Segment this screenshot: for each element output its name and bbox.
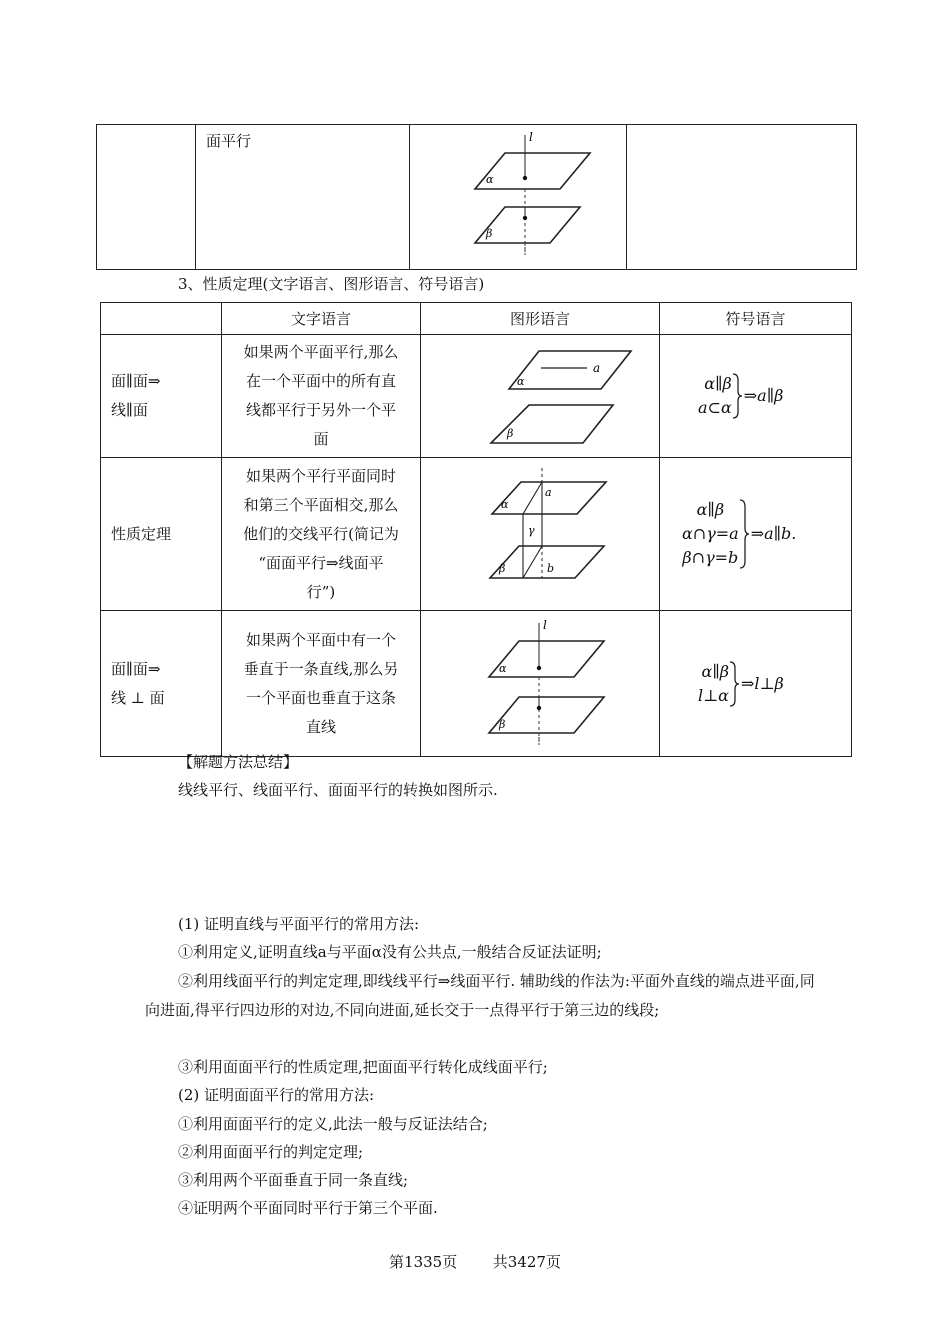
p1-item-3: ③利用面面平行的性质定理,把面面平行转化成线面平行;: [178, 1058, 548, 1076]
row2-label-beta: β: [499, 562, 506, 575]
top-parallel-planes-figure: [410, 125, 627, 265]
row2-text-line: 行”): [306, 582, 336, 601]
table-header-row: [101, 303, 852, 335]
row2-symbol-result: ⇒a∥b.: [750, 524, 797, 543]
top-table-empty-cell: [97, 125, 196, 270]
property-theorem-table: [100, 302, 852, 757]
footer-page-number: 第1335页: [389, 1253, 458, 1271]
row3-figure: [421, 611, 660, 752]
p1-title: (1) 证明直线与平面平行的常用方法:: [178, 915, 420, 933]
p2-item-3: ③利用两个平面垂直于同一条直线;: [178, 1171, 409, 1189]
row2-text-line: 如果两个平行平面同时: [245, 466, 396, 485]
row3-text-line: 如果两个平面中有一个: [245, 630, 396, 649]
row1-label-beta: β: [507, 427, 514, 440]
p2-item-2: ②利用面面平行的判定定理;: [178, 1143, 364, 1161]
table-row: [101, 611, 852, 757]
row3-label-beta: β: [499, 718, 506, 731]
row2-symbol-cell: [660, 458, 852, 611]
row3-text-line: 直线: [305, 717, 336, 736]
row3-figure-cell: [421, 611, 660, 757]
summary-heading: 【解题方法总结】: [178, 753, 299, 771]
row1-symbol-cell: [660, 335, 852, 458]
p2-item-1: ①利用面面平行的定义,此法一般与反证法结合;: [178, 1115, 488, 1133]
row1-text-line: 如果两个平面平行,那么: [243, 343, 399, 361]
row2-text-cell: [222, 458, 421, 611]
top-row-label: 面平行: [206, 132, 252, 150]
table-row: [101, 458, 852, 611]
row3-text-line: 垂直于一条直线,那么另: [243, 659, 399, 678]
table-row: [101, 335, 852, 458]
row2-label-alpha: α: [501, 498, 509, 511]
footer-total-pages: 共3427页: [492, 1253, 561, 1271]
row1-symbol-line: α∥β: [704, 374, 732, 393]
top-table: [96, 124, 857, 270]
row2-figure: [421, 458, 660, 606]
row2-symbol-line: β∩γ=b: [682, 548, 739, 567]
row3-symbol-line: l⊥α: [698, 685, 729, 705]
row3-label-l: l: [543, 618, 547, 632]
top-figure-label-l: l: [529, 130, 533, 144]
row2-name-cell: [101, 458, 222, 611]
p2-title: (2) 证明面面平行的常用方法:: [178, 1086, 375, 1104]
table-header-text-language: 文字语言: [222, 303, 421, 335]
row1-name-cell: [101, 335, 222, 458]
row2-right-brace: [739, 498, 749, 570]
row1-label-alpha: α: [517, 375, 525, 388]
row1-label-a: a: [593, 361, 601, 375]
row3-name-line: 线 ⊥ 面: [111, 688, 165, 707]
top-table-figure-cell: [410, 125, 627, 270]
row3-name-line: 面∥面⇒: [111, 659, 161, 678]
row1-text-line: 线都平行于另外一个平: [245, 401, 396, 419]
row1-text-cell: [222, 335, 421, 458]
p1-item-1: ①利用定义,证明直线a与平面α没有公共点,一般结合反证法证明;: [178, 943, 602, 961]
top-table-label-cell: [196, 125, 410, 270]
top-figure-label-beta: β: [486, 227, 493, 240]
top-table-symbol-cell: [627, 125, 857, 270]
row3-text-line: 一个平面也垂直于这条: [245, 688, 396, 707]
row2-label-gamma: γ: [528, 524, 535, 537]
row2-symbol-line: α∥β: [696, 500, 725, 519]
row3-text-cell: [222, 611, 421, 757]
table-header-symbol-language: 符号语言: [660, 303, 852, 335]
summary-intro: 线线平行、线面平行、面面平行的转换如图所示.: [178, 781, 498, 799]
row2-text-line: “面面平行⇒线面平: [258, 553, 384, 572]
top-figure-label-alpha: α: [486, 173, 494, 186]
row1-text-line: 面: [313, 430, 329, 448]
row1-text-line: 在一个平面中的所有直: [245, 372, 396, 390]
row1-figure: [421, 335, 660, 453]
table-header-empty: [101, 303, 222, 335]
row3-symbol-cell: [660, 611, 852, 757]
row1-figure-cell: [421, 335, 660, 458]
p1-item-2: ②利用线面平行的判定定理,即线线平行⇒线面平行. 辅助线的作法为:平面外直线的端点进平面,同向进面,得平行四边形的对边,不同向进面,延长交于一点得平行于第三边的线段;: [145, 972, 815, 1019]
row3-name-cell: [101, 611, 222, 757]
row2-name-line: 性质定理: [111, 524, 172, 543]
row1-symbol-result: ⇒a∥β: [743, 386, 784, 405]
row2-figure-cell: [421, 458, 660, 611]
row1-name-line: 面∥面⇒: [111, 372, 161, 390]
row1-name-line: 线∥面: [111, 401, 148, 419]
row2-label-a: a: [545, 486, 552, 499]
row3-right-brace: [729, 660, 739, 708]
row2-symbol-line: α∩γ=a: [682, 524, 739, 543]
table-header-figure-language: 图形语言: [421, 303, 660, 335]
row3-symbol-result: ⇒l⊥β: [740, 673, 784, 693]
row3-symbol-line: α∥β: [701, 661, 729, 681]
p2-item-4: ④证明两个平面同时平行于第三个平面.: [178, 1199, 438, 1217]
row2-text-line: 他们的交线平行(简记为: [243, 524, 399, 543]
row1-symbol-line: a⊂α: [698, 398, 732, 417]
row3-label-alpha: α: [499, 662, 507, 675]
section3-heading: 3、性质定理(文字语言、图形语言、符号语言): [178, 275, 485, 293]
row1-right-brace: [732, 372, 742, 420]
row2-text-line: 和第三个平面相交,那么: [243, 495, 399, 514]
row2-label-b: b: [547, 562, 555, 575]
page-footer: [0, 1250, 950, 1274]
